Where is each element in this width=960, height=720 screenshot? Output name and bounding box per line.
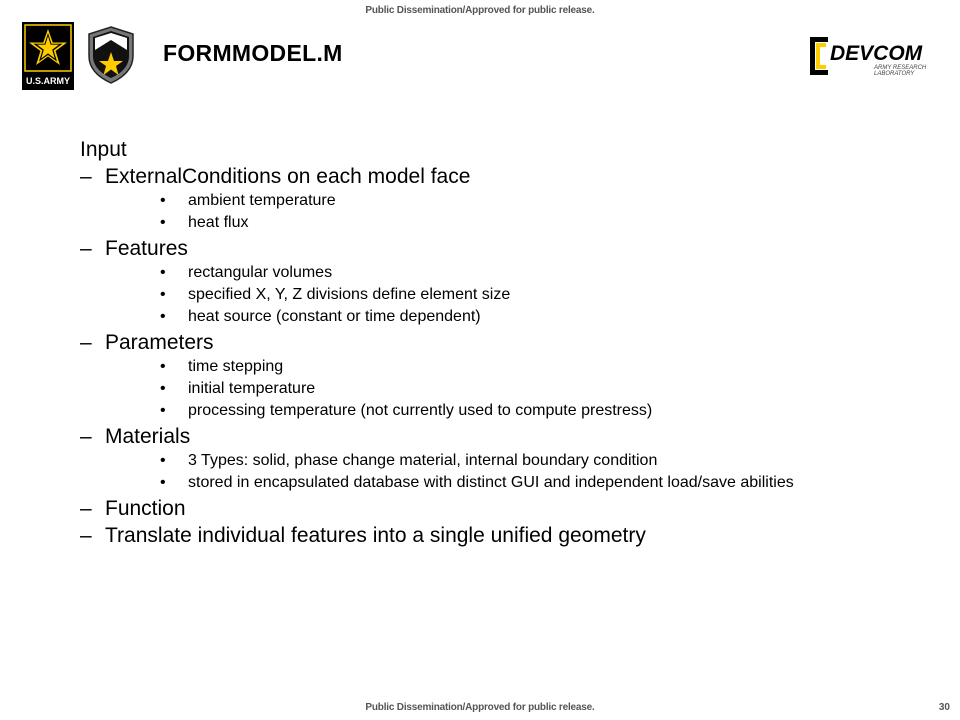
- bullet-marker: •: [160, 214, 166, 231]
- section-materials: [80, 424, 920, 449]
- input-heading: Input: [80, 138, 127, 161]
- list-item: • initial temperature: [80, 378, 920, 400]
- dash-marker: –: [80, 237, 92, 260]
- list-item: • 3 Types: solid, phase change material, internal boundary condition: [80, 450, 920, 472]
- dash-marker: –: [80, 331, 92, 354]
- list-item: • ambient temperature: [80, 190, 920, 212]
- devcom-logo: [806, 33, 940, 79]
- parameters-list: [80, 356, 920, 422]
- dash-marker: –: [80, 425, 92, 448]
- section-label: Translate individual features into a single unified geometry: [105, 524, 646, 547]
- dash-marker: –: [80, 497, 92, 520]
- list-item: • stored in encapsulated database with distinct GUI and independent load/save abilities: [80, 472, 920, 494]
- list-item: • heat source (constant or time dependent): [80, 306, 920, 328]
- us-army-wordmark: U.S.ARMY: [25, 76, 71, 86]
- bullet-marker: •: [160, 358, 166, 375]
- devcom-sub2: LABORATORY: [874, 71, 915, 77]
- slide-body: [80, 137, 920, 548]
- section-external-conditions: [80, 164, 920, 189]
- external-conditions-list: [80, 190, 920, 234]
- materials-list: [80, 450, 920, 494]
- section-label: Function: [105, 497, 186, 520]
- bullet-marker: •: [160, 402, 166, 419]
- list-item: • specified X, Y, Z divisions define element size: [80, 284, 920, 306]
- section-label: Materials: [105, 425, 191, 448]
- slide-title: FORMMODEL.M: [163, 40, 343, 66]
- bullet-marker: •: [160, 380, 166, 397]
- section-translate: [80, 523, 920, 548]
- bullet-marker: •: [160, 474, 166, 491]
- us-army-logo: [22, 22, 74, 90]
- distribution-banner-top: Public Dissemination/Approved for public release.: [365, 5, 595, 16]
- list-item: • heat flux: [80, 212, 920, 234]
- section-parameters: [80, 330, 920, 355]
- devcom-wordmark: DEVCOM: [830, 42, 923, 65]
- section-label: Parameters: [105, 331, 214, 354]
- dash-marker: –: [80, 165, 92, 188]
- bullet-marker: •: [160, 264, 166, 281]
- section-label: Features: [105, 237, 188, 260]
- bullet-marker: •: [160, 308, 166, 325]
- dash-marker: –: [80, 524, 92, 547]
- bullet-marker: •: [160, 192, 166, 209]
- bullet-marker: •: [160, 452, 166, 469]
- list-item: • rectangular volumes: [80, 262, 920, 284]
- section-function: [80, 496, 920, 521]
- arl-shield-logo: [88, 26, 134, 84]
- list-item: • time stepping: [80, 356, 920, 378]
- bullet-marker: •: [160, 286, 166, 303]
- devcom-sub1: ARMY RESEARCH: [874, 65, 927, 71]
- list-item: • processing temperature (not currently used to compute prestress): [80, 400, 920, 422]
- page-number: 30: [938, 702, 950, 713]
- features-list: [80, 262, 920, 328]
- distribution-banner-bottom: Public Dissemination/Approved for public release.: [365, 702, 595, 713]
- section-label: ExternalConditions on each model face: [105, 165, 471, 188]
- section-features: [80, 236, 920, 261]
